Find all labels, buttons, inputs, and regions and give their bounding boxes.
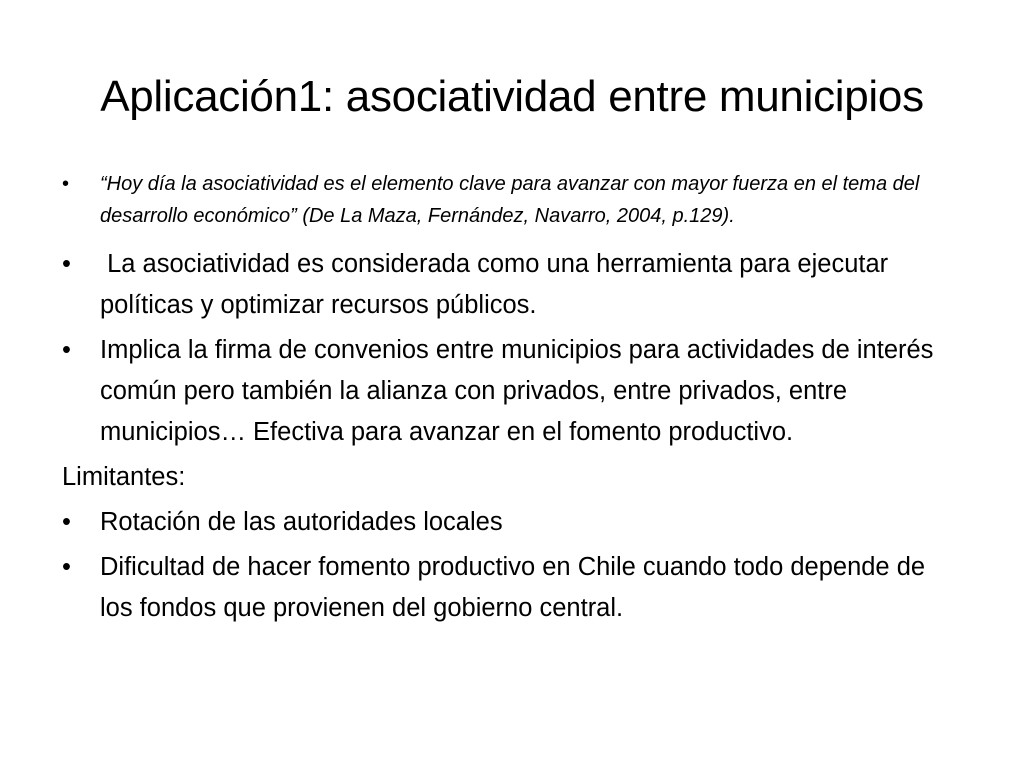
bullet-item-quote	[62, 168, 962, 232]
bullet-text: La asociatividad es considerada como una herramienta para ejecutar políticas y optimizar recursos públicos.	[100, 250, 896, 319]
bullet-item-difficulty	[62, 547, 962, 629]
bullet-icon: •	[62, 250, 71, 278]
bullet-text: Dificultad de hacer fomento productivo en Chile cuando todo depende de los fondos que provienen del gobierno central.	[100, 553, 926, 622]
bullet-icon: •	[62, 173, 70, 195]
bullet-icon: •	[62, 336, 71, 364]
bullet-icon: •	[62, 553, 71, 581]
bullet-item-rotation	[62, 502, 962, 543]
bullet-icon: •	[62, 508, 71, 536]
quote-text: “Hoy día la asociatividad es el elemento clave para avanzar con mayor fuerza en el tema del desarrollo económico” (De La Maza, Fernández, Navarro, 2004, p.129).	[100, 173, 920, 227]
slide-body	[62, 168, 962, 633]
bullet-item-tool	[62, 244, 962, 326]
bullet-text: Rotación de las autoridades locales	[100, 508, 503, 536]
slide-title: Aplicación1: asociatividad entre municipios	[100, 72, 924, 121]
bullet-text: Implica la firma de convenios entre municipios para actividades de interés común pero también la alianza con privados, entre privados, entre municipios… Efectiva para avanzar en el fomento productivo.	[100, 336, 934, 446]
limitations-heading: Limitantes:	[62, 463, 186, 491]
bullet-item-agreements	[62, 330, 962, 453]
